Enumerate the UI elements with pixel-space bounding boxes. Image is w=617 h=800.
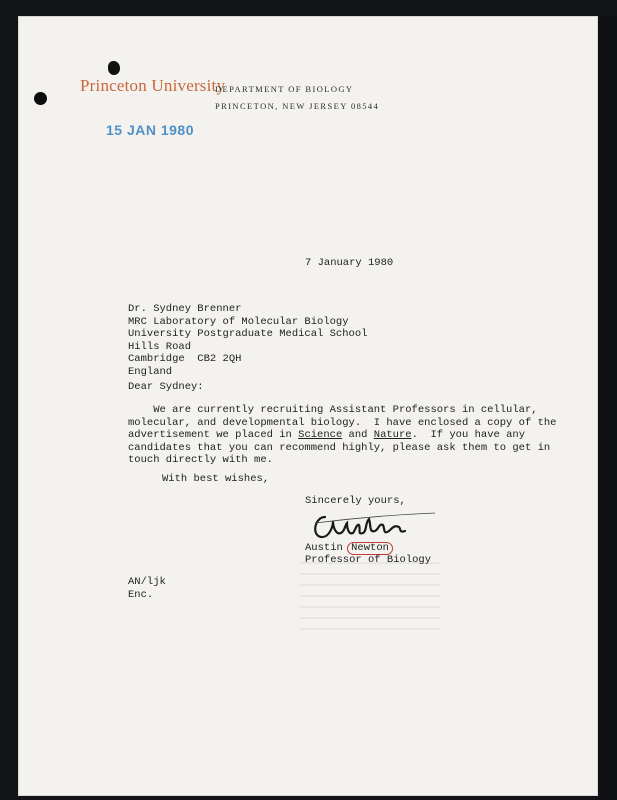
body-line: We are currently recruiting Assistant Professors in cellular, — [128, 404, 538, 416]
closing: With best wishes, — [162, 473, 270, 485]
recipient-line: England — [128, 365, 173, 378]
letterhead-zip: 08544 — [350, 101, 380, 111]
punch-hole — [34, 92, 47, 105]
reference-initials — [128, 576, 166, 601]
journal-nature: Nature — [373, 429, 412, 442]
letter-date: 7 January 1980 — [305, 257, 394, 269]
reference-line: Enc. — [128, 588, 154, 601]
body-line: molecular, and developmental biology. I have enclosed a copy of the — [128, 416, 557, 429]
scan-edge — [598, 16, 617, 800]
body-line — [128, 429, 556, 442]
body-line: touch directly with me. — [128, 454, 273, 467]
recipient-line: Hills Road — [128, 340, 192, 353]
signer-first-name: Austin — [305, 542, 343, 554]
recipient-address — [128, 303, 367, 379]
body-text: advertisement we placed in — [128, 429, 299, 442]
body-line: candidates that you can recommend highly, please ask them to get in — [128, 441, 551, 454]
journal-science: Science — [298, 429, 343, 442]
reference-line: AN/ljk — [128, 576, 166, 588]
recipient-line: Dr. Sydney Brenner — [128, 303, 242, 315]
handwritten-signature — [307, 505, 437, 543]
letterhead-address — [215, 101, 379, 111]
signer-title: Professor of Biology — [305, 554, 432, 566]
recipient-line: University Postgraduate Medical School — [128, 328, 368, 341]
body-text: and — [342, 429, 374, 442]
sign-off: Sincerely yours, — [305, 495, 406, 507]
ink-blot — [108, 61, 120, 75]
salutation: Dear Sydney: — [128, 381, 204, 393]
recipient-line: Cambridge CB2 2QH — [128, 353, 242, 366]
body-text: . If you have any — [411, 429, 525, 442]
show-through-text — [300, 560, 440, 630]
recipient-line: MRC Laboratory of Molecular Biology — [128, 315, 349, 328]
letterhead-university: Princeton University — [80, 76, 226, 95]
signer-last-name-circled: Newton — [347, 542, 393, 555]
letterhead-city: PRINCETON, NEW JERSEY — [215, 101, 348, 111]
letter-body — [128, 404, 556, 467]
received-date-stamp: 15 JAN 1980 — [106, 122, 195, 138]
letterhead-department: DEPARTMENT OF BIOLOGY — [215, 84, 354, 94]
